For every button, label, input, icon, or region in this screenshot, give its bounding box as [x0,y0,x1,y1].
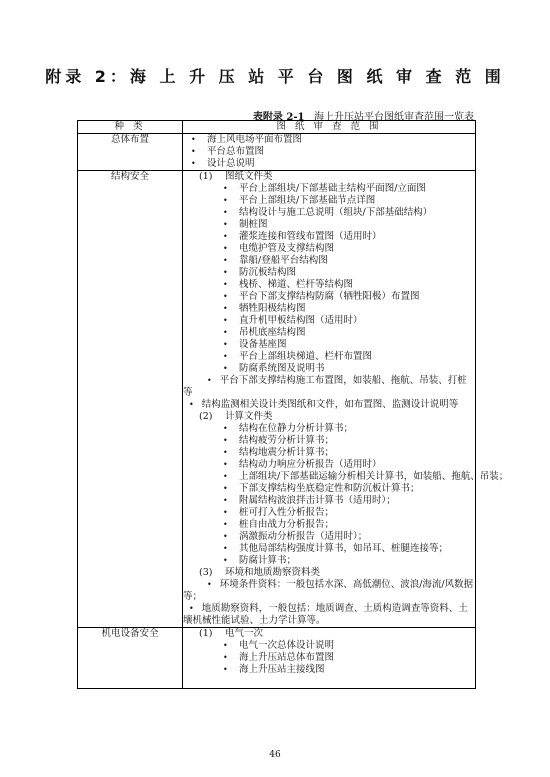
list-item: • 防沉板结构图 [223,267,297,278]
list-item: • 制桩图 [223,219,268,230]
section-heading: (1) 图纸文件类 [199,171,273,182]
header-scope: 图 纸 审 查 范 围 [183,121,476,134]
table-row [78,628,476,689]
list-item: • 下部支撑结构坐底稳定性和防沉板计算书； [223,483,420,494]
list-item: • 电缆护管及支撑结构图 [223,243,335,254]
list-item: • 结构地震分析计算书； [223,447,335,458]
table-row [78,134,476,171]
list-item: • 上部组块/下部基础运输分析相关计算书，如装船、拖航、吊装； [223,471,509,482]
list-item: • 其他局部结构强度计算书，如吊耳、桩腿连接等； [223,543,449,554]
scope-cell [183,134,476,171]
list-item: • 防腐系统图及说明书 [223,363,325,374]
scope-cell [183,171,509,628]
list-item: • 结构设计与施工总说明（组块/下部基础结构） [223,207,433,218]
list-item: • 结构疲劳分析计算书； [223,435,335,446]
category-cell: 总体布置 [78,134,183,171]
section-heading: (1) 电气一次 [199,628,264,639]
list-item: • 设计总说明 [191,158,255,169]
list-item: • 平台上部组块/下部基础主结构平面图/立面图 [223,183,426,194]
table-header-row [78,121,476,134]
list-item: • 环境条件资料：一般包括水深、高低潮位、波浪/海流/风数据等； [183,579,474,602]
review-scope-table [77,120,509,689]
list-item: • 设备基座图 [223,339,287,350]
table-row [78,171,476,628]
list-item: • 结构动力响应分析报告（适用时） [223,459,382,470]
category-cell: 机电设备安全 [78,628,183,689]
list-item: • 平台下部支撑结构施工布置图，如装船、拖航、吊装、打桩等 [183,375,467,398]
list-item: • 地质勘察资料，一般包括：地质调查、土质构造调查等资料、土壤机械性能试验、土力学计算等。 [183,603,468,626]
table-caption-label: 表附录 2-1 [252,112,305,123]
list-item: • 吊机底座结构图 [223,327,306,338]
section-heading: (3) 环境和地质勘察资料类 [199,567,321,578]
list-item: • 平台总布置图 [191,146,265,157]
list-item: • 涡激振动分析报告（适用时）； [223,531,368,542]
list-item: • 靠船/登船平台结构图 [223,255,328,266]
list-item: • 灌浆连接和管线布置图（适用时） [223,231,382,242]
scope-cell [183,628,476,689]
list-item: • 海上升压站主接线图 [223,664,325,675]
list-item: • 直升机甲板结构图（适用时） [223,315,363,326]
category-cell: 结构安全 [78,171,183,628]
list-item: • 海上风电场平面布置图 [191,134,303,145]
list-item: • 平台上部组块/下部基础节点详图 [223,195,376,206]
table-caption-text: 海上升压站平台图纸审查范围一览表 [314,112,474,123]
list-item: • 平台上部组块梯道、栏杆布置图 [223,351,373,362]
page-title: 附录 2：海 上 升 压 站 平 台 图 纸 审 查 范 围 [45,67,505,86]
list-item: • 桩可打入性分析报告； [223,507,335,518]
header-category: 种 类 [78,121,183,134]
list-item: • 牺牲阳极结构图 [223,303,306,314]
list-item: • 电气一次总体设计说明 [223,640,335,651]
list-item: • 结构监测相关设计类图纸和文件，如布置图、监测设计说明等 [189,399,459,410]
section-heading: (2) 计算文件类 [199,411,273,422]
list-item: • 附属结构波浪拌击计算书（适用时）； [223,495,396,506]
list-item: • 防腐计算书； [223,555,297,566]
list-item: • 结构在位静力分析计算书； [223,423,354,434]
list-item: • 海上升压站总体布置图 [223,652,335,663]
list-item: • 平台下部支撑结构防腐（牺牲阳极）布置图 [223,291,420,302]
list-item: • 桩自由战力分析报告； [223,519,335,530]
list-item: • 栈桥、梯道、栏杆等结构图 [223,279,354,290]
page-number: 46 [269,750,281,760]
